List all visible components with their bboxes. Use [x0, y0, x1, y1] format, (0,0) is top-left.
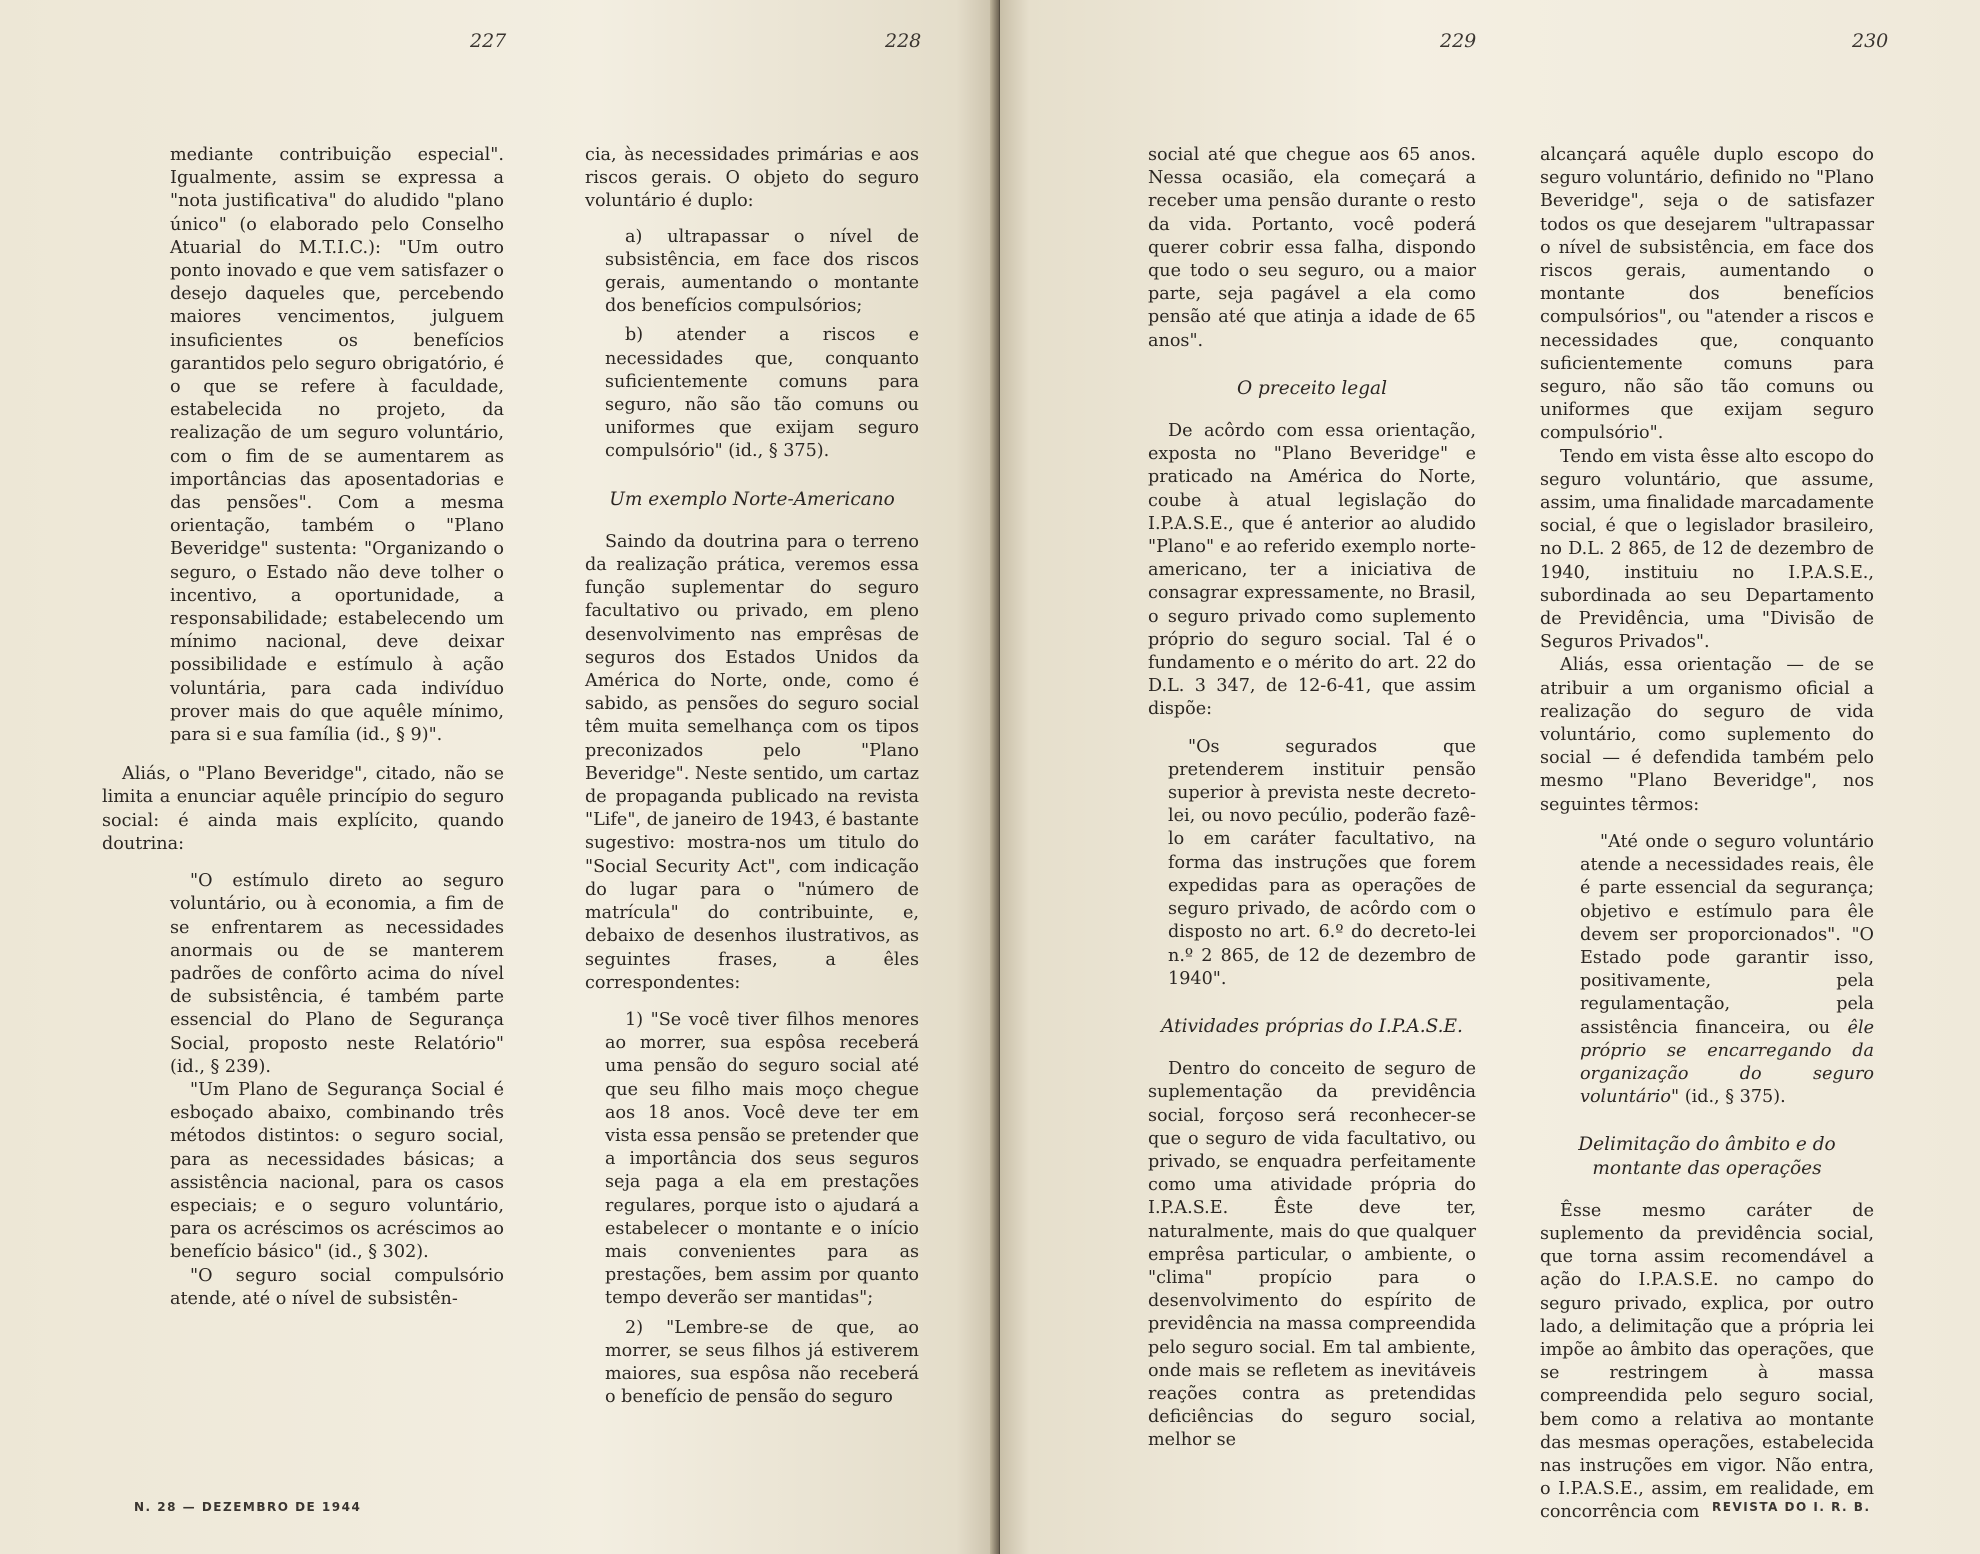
quote-text: "Até onde o seguro voluntário atende a necessidades reais, êle é parte essencial da segurança; objetivo e estímulo para êle devem ser proporcionados". "O Estado pode garantir isso, positivamente, pela regulamentação, pela assistência financeira, ou: [1580, 831, 1874, 1038]
section-heading: O preceito legal: [1236, 377, 1387, 399]
paragraph: mediante contribuição especial". Igualmente, assim se expressa a "nota justificativa" do aludido "plano único" (o elaborado pelo Conselho Atuarial do M.T.I.C.): "Um outro ponto inovado e que vem satisfazer o desejo daqueles que, percebendo maiores vencimentos, julguem insuficientes os benefícios garantidos pelo seguro obrigatório, é o que se refere à faculdade, estabelecida no projeto, da realização de um seguro voluntário, com o fim de se aumentarem as importâncias das aposentadorias e das pensões". Com a mesma orientação, também o "Plano Beveridge" sustenta: "Organizando o seguro, o Estado não deve tolher o incentivo, a oportunidade, a responsabilidade; estabelecendo um mínimo nacional, deve deixar possibilidade e estímulo à ação voluntária, para cada indivíduo prover mais do que aquêle mínimo, para si e sua família (id., § 9)".: [170, 145, 504, 746]
list-item: 2) "Lembre-se de que, ao morrer, se seus filhos já estiverem maiores, sua espôsa não receberá o benefício de pensão do seguro: [605, 1317, 919, 1408]
quote-block: [1168, 736, 1476, 991]
page-number-227: 227: [470, 30, 507, 52]
list-item: a) ultrapassar o nível de subsistência, em face dos riscos gerais, aumentando o montante dos benefícios compulsórios;: [605, 226, 919, 317]
paragraph: Aliás, o "Plano Beveridge", citado, não se limita a enunciar aquêle princípio do seguro social: é ainda mais explícito, quando doutrina:: [102, 764, 504, 854]
right-page: [1000, 0, 1980, 1554]
paragraph: cia, às necessidades primárias e aos riscos gerais. O objeto do seguro voluntário é duplo:: [585, 145, 919, 212]
column-3: [1148, 144, 1476, 1453]
section-heading: Um exemplo Norte-Americano: [609, 488, 895, 510]
paragraph: Aliás, essa orientação — de se atribuir a um organismo oficial a realização do seguro de vida voluntário, como suplemento do social — é defendida também pelo mesmo "Plano Beveridge", nos seguintes têrmos:: [1540, 655, 1874, 815]
paragraph: social até que chegue aos 65 anos. Nessa ocasião, ela começará a receber uma pensão durante o resto da vida. Portanto, você poderá querer cobrir essa falha, dispondo que todo o seu seguro, ou a maior parte, seja pagável a ela como pensão até que atinja a idade de 65 anos".: [1148, 145, 1476, 351]
page-number-230: 230: [1852, 30, 1889, 52]
column-4: [1540, 144, 1874, 1525]
quote-paragraph: "Os segurados que pretenderem instituir pensão superior à prevista neste decreto-lei, ou novo pecúlio, poderão fazê-lo em caráter facultativo, na forma das instruções que forem expedidas para as operações de seguro privado, de acôrdo com o disposto no art. 6.º do decreto-lei n.º 2 865, de 12 de dezembro de 1940".: [1168, 736, 1476, 989]
list-item: 1) "Se você tiver filhos menores ao morrer, sua espôsa receberá uma pensão do seguro social até que seu filho mais moço chegue aos 18 anos. Você deve ter em vista essa pensão se pretender que a importância dos seus seguros seja paga a ela em prestações regulares, porque isto o ajudará a estabelecer o montante e o início mais convenientes para as prestações, bem assim por quanto tempo deverão ser mantidas";: [605, 1009, 919, 1309]
section-heading: Delimitação do âmbito e do montante das operações: [1578, 1134, 1836, 1179]
footer-left: N. 28 — DEZEMBRO DE 1944: [134, 1500, 362, 1514]
column-2: [585, 144, 919, 1409]
quote-block: [170, 870, 504, 1311]
quote-emphasis: êle próprio se encarregando da organização do seguro voluntário: [1580, 1017, 1874, 1108]
paragraph: alcançará aquêle duplo escopo do seguro voluntário, definido no "Plano Beveridge", seja o de satisfazer todos os que desejarem "ultrapassar o nível de subsistência, em face dos riscos gerais, aumentando o montante dos benefícios compulsórios", ou "atender a riscos e necessidades que, conquanto suficientemente comuns para seguro, não são tão comuns ou uniformes que exijam seguro compulsório".: [1540, 145, 1874, 444]
quote-paragraph: "O estímulo direto ao seguro voluntário, ou à economia, a fim de se enfrentarem as necessidades anormais ou de se manterem padrões de confôrto acima do nível de subsistência, é também parte essencial do Plano de Segurança Social, proposto neste Relatório" (id., § 239).: [170, 871, 504, 1077]
list-item: b) atender a riscos e necessidades que, conquanto suficientemente comuns para seguro, não são tão comuns ou uniformes que exijam seguro compulsório" (id., § 375).: [605, 325, 919, 462]
page-number-228: 228: [885, 30, 922, 52]
quote-block: [1580, 831, 1874, 1109]
paragraph: Tendo em vista êsse alto escopo do seguro voluntário, que assume, assim, uma finalidade marcadamente social, é que o legislador brasileiro, no D.L. 2 865, de 12 de dezembro de 1940, instituiu no I.P.A.S.E., subordinada ao seu Departamento de Previdência, uma "Divisão de Seguros Privados".: [1540, 446, 1874, 653]
paragraph: De acôrdo com essa orientação, exposta no "Plano Beveridge" e praticado na América do Norte, coube à atual legislação do I.P.A.S.E., que é anterior ao aludido "Plano" e ao referido exemplo norte-americano, ter a iniciativa de consagrar expressamente, no Brasil, o seguro privado como suplemento próprio do seguro social. Tal é o fundamento e o mérito do art. 22 do D.L. 3 347, de 12-6-41, que assim dispõe:: [1148, 421, 1476, 720]
footer-right: REVISTA DO I. R. B.: [1712, 1500, 1871, 1514]
quote-text: " (id., § 375).: [1671, 1087, 1786, 1108]
paragraph: Saindo da doutrina para o terreno da realização prática, veremos essa função suplementar do seguro facultativo ou privado, em pleno desenvolvimento nas emprêsas de seguros dos Estados Unidos da América do Norte, onde, como é sabido, as pensões do seguro social têm muita semelhança com os tipos preconizados pelo "Plano Beveridge". Neste sentido, um cartaz de propaganda publicado na revista "Life", de janeiro de 1943, é bastante sugestivo: mostra-nos um titulo do "Social Security Act", com indicação do lugar para o "número de matrícula" do contribuinte, e, debaixo de desenhos ilustrativos, as seguintes frases, a êles correspondentes:: [585, 531, 919, 993]
paragraph: Êsse mesmo caráter de suplemento da previdência social, que torna assim recomendável a ação do I.P.A.S.E. no campo do seguro privado, explica, por outro lado, a delimitação que a própria lei impõe ao âmbito das operações, que se restringem à massa compreendida pelo seguro social, bem como a relativa ao montante das mesmas operações, estabelecida nas instruções em vigor. Não entra, o I.P.A.S.E., assim, em realidade, em concorrência com: [1540, 1200, 1874, 1523]
paragraph: Dentro do conceito de seguro de suplementação da previdência social, forçoso será reconhecer-se que o seguro de vida facultativo, ou privado, se enquadra perfeitamente como uma atividade própria do I.P.A.S.E. Êste deve ter, naturalmente, mais do que qualquer emprêsa particular, o ambiente, o "clima" propício para o desenvolvimento do espírito de previdência na massa compreendida pelo seguro social. Em tal ambiente, onde mais se refletem as inevitáveis reações contra as pretendidas deficiências do seguro social, melhor se: [1148, 1059, 1476, 1451]
page-number-229: 229: [1440, 30, 1477, 52]
column-1: [102, 144, 504, 1311]
list-block: [605, 1009, 919, 1409]
quote-paragraph: "Um Plano de Segurança Social é esboçado abaixo, combinando três métodos distintos: o seguro social, para as necessidades básicas; a assistência nacional, para os casos especiais; e o seguro voluntário, para os acréscimos os acréscimos ao benefício básico" (id., § 302).: [170, 1079, 504, 1263]
section-heading: Atividades próprias do I.P.A.S.E.: [1161, 1015, 1463, 1037]
list-block: [605, 226, 919, 464]
quote-paragraph: [1580, 831, 1874, 1109]
quote-paragraph: "O seguro social compulsório atende, até o nível de subsistên-: [170, 1265, 504, 1309]
